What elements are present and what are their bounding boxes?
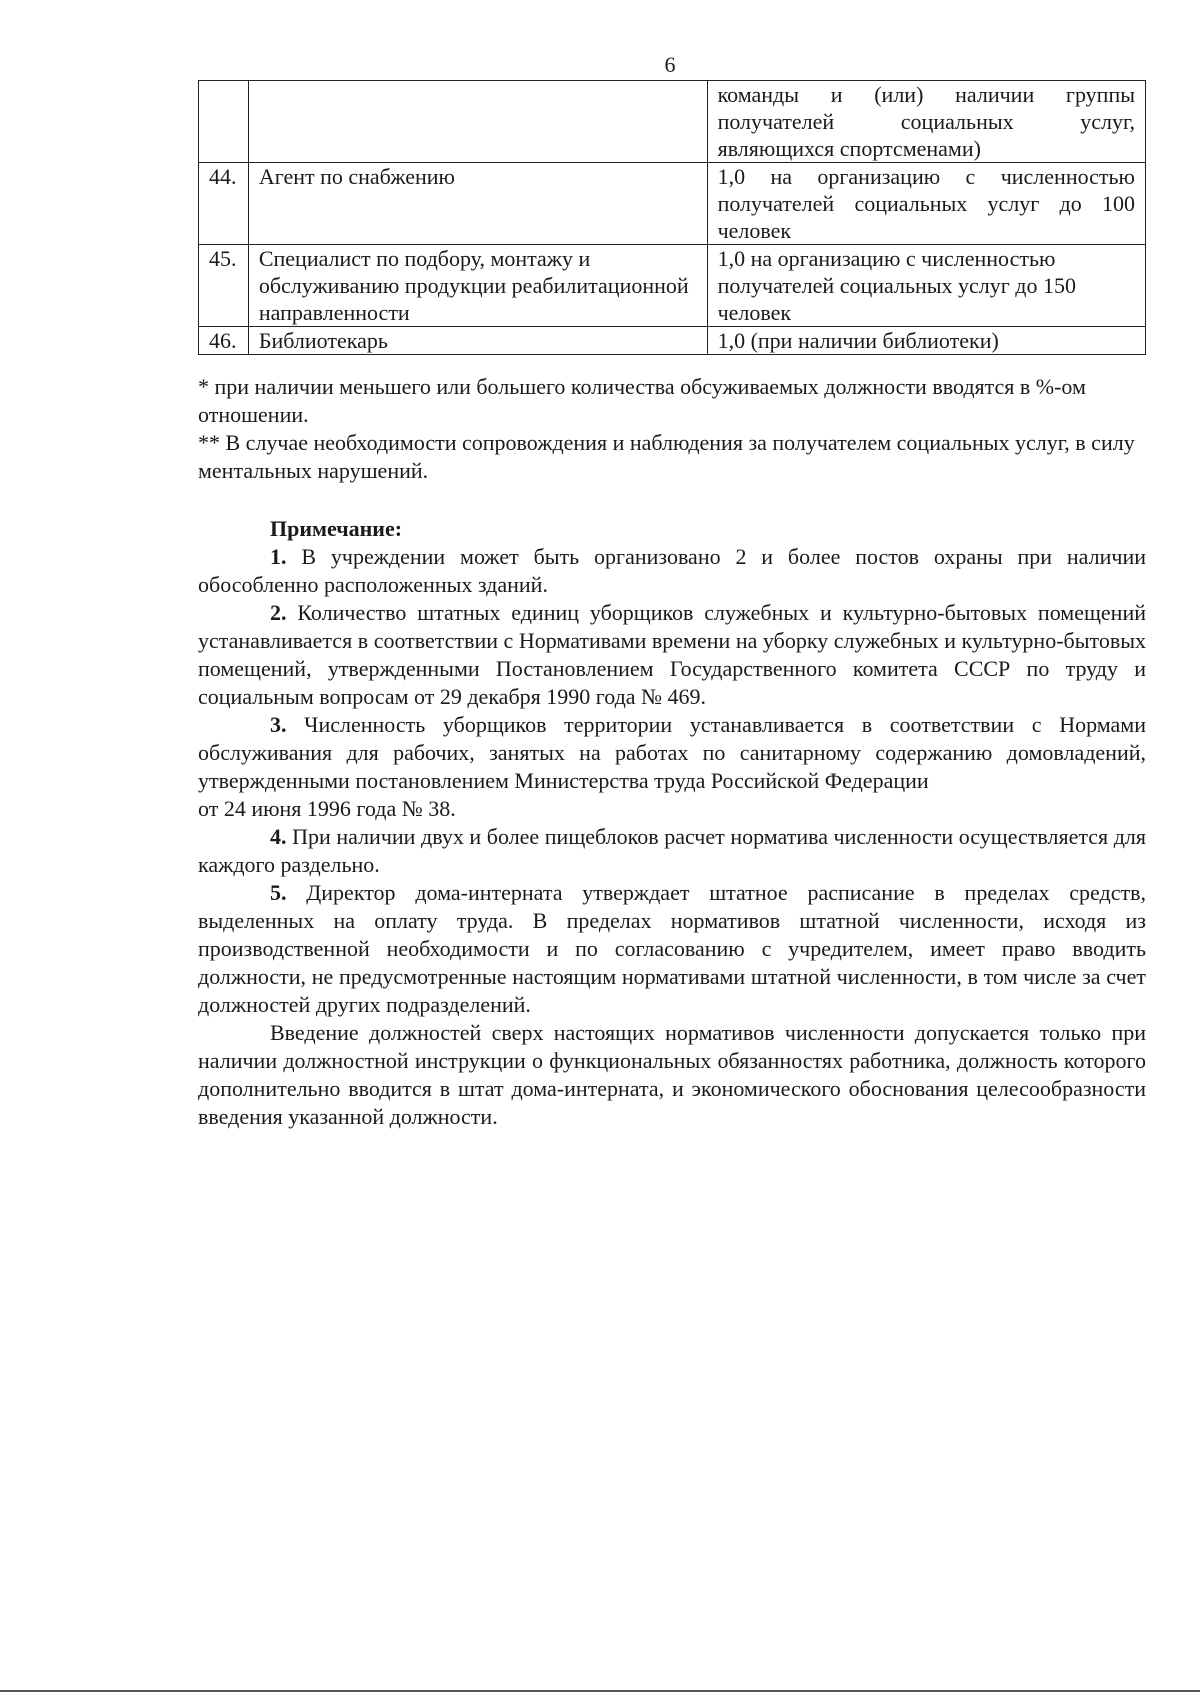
note-item-2 (198, 599, 1146, 711)
note-title: Примечание: (270, 516, 403, 541)
footnote-single-asterisk: * при наличии меньшего или большего количества обсуживаемых должности вводятся в %-ом отношении. (198, 374, 1086, 427)
row-number-cell (199, 81, 249, 163)
note-item-text: Введение должностей сверх настоящих нормативов численности допускается только при наличии должностной инструкции о функциональных обязанностях работника, должность которого дополнительно вводится в штат дома-интерната, и экономического обоснования целесообразности введения указанной должности. (198, 1020, 1146, 1129)
note-item-3 (198, 711, 1146, 795)
note-item-marker: 3. (270, 712, 287, 737)
note-item-marker: 2. (270, 600, 287, 625)
footnotes (198, 373, 1146, 485)
staff-norms-table (198, 80, 1146, 355)
position-name-cell: Агент по снабжению (248, 163, 707, 245)
note-item-text: Количество штатных единиц уборщиков служебных и культурно-бытовых помещений устанавливается в соответствии с Нормативами времени на уборку служебных и культурно-бытовых помещений, утвержденными Постановлением Государственного комитета СССР по труду и социальным вопросам от 29 декабря 1990 года № 469. (198, 600, 1146, 709)
norm-cell: 1,0 на организацию с численностью получателей социальных услуг до 100 человек (707, 163, 1145, 245)
position-name-cell: Специалист по подбору, монтажу и обслуживанию продукции реабилитационной направленности (248, 245, 707, 327)
note-item-marker: 4. (270, 824, 287, 849)
note-item-text: При наличии двух и более пищеблоков расчет норматива численности осуществляется для каждого раздельно. (198, 824, 1146, 877)
note-item-text: Численность уборщиков территории устанавливается в соответствии с Нормами обслуживания для рабочих, занятых на работах по санитарному содержанию домовладений, утвержденными постановлением Министерства труда Российской Федерации (198, 712, 1146, 793)
row-number-cell: 44. (199, 163, 249, 245)
note-item-1 (198, 543, 1146, 599)
note-item-marker: 5. (270, 880, 287, 905)
note-item-5 (198, 879, 1146, 1019)
table-row (199, 163, 1146, 245)
note-item-marker: 1. (270, 544, 287, 569)
note-item-text: В учреждении может быть организовано 2 и более постов охраны при наличии обособленно расположенных зданий. (198, 544, 1146, 597)
table-row (199, 327, 1146, 355)
note-item-4 (198, 823, 1146, 879)
page-number: 6 (664, 52, 676, 77)
norm-cell: 1,0 на организацию с численностью получателей социальных услуг до 150 человек (707, 245, 1145, 327)
row-number-cell: 46. (199, 327, 249, 355)
table-row (199, 245, 1146, 327)
note-item-text: от 24 июня 1996 года № 38. (198, 796, 456, 821)
note-closing-paragraph (198, 1019, 1146, 1131)
footnote-double-asterisk: ** В случае необходимости сопровождения и наблюдения за получателем социальных услуг, в силу ментальных нарушений. (198, 430, 1135, 483)
note-item-text: Директор дома-интерната утверждает штатное расписание в пределах средств, выделенных на оплату труда. В пределах нормативов штатной численности, исходя из производственной необходимости и по согласованию с учредителем, имеет право вводить должности, не предусмотренные настоящим нормативами штатной численности, в том числе за счет должностей других подразделений. (198, 880, 1146, 1017)
table-row (199, 81, 1146, 163)
position-name-cell: Библиотекарь (248, 327, 707, 355)
position-name-cell (248, 81, 707, 163)
norm-cell: 1,0 (при наличии библиотеки) (707, 327, 1145, 355)
note-section (198, 515, 1146, 1131)
norm-cell: команды и (или) наличии группы получателей социальных услуг, являющихся спортсменами) (707, 81, 1145, 163)
page-bottom-edge (0, 1690, 1200, 1692)
note-item-3-continuation (198, 795, 1146, 823)
row-number-cell: 45. (199, 245, 249, 327)
